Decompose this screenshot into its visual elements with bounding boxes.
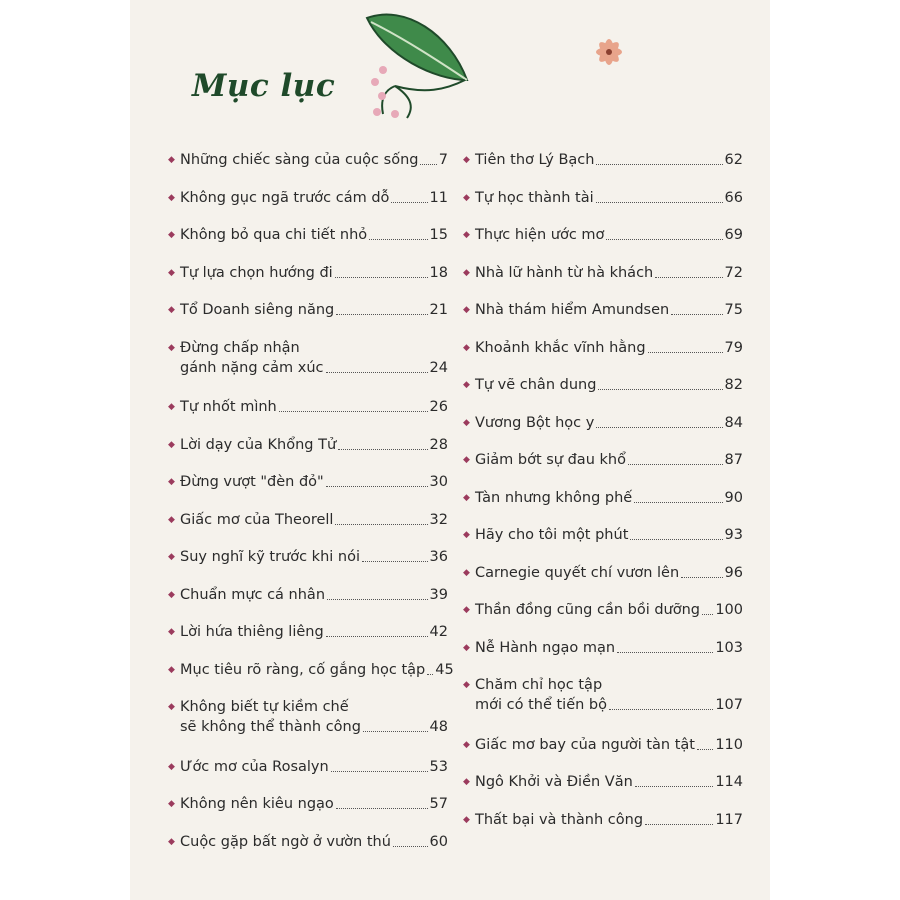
diamond-bullet-icon: ◆ <box>463 605 470 615</box>
toc-entry-line <box>168 188 448 208</box>
toc-entry-line <box>463 150 743 170</box>
toc-entry <box>463 150 743 170</box>
toc-entry <box>168 263 448 283</box>
toc-entry-title: Lời hứa thiêng liêng <box>180 624 324 640</box>
toc-entry <box>463 338 743 358</box>
toc-entry-line <box>168 794 448 814</box>
toc-entry <box>463 488 743 508</box>
toc-page-number: 103 <box>715 639 743 656</box>
diamond-bullet-icon: ◆ <box>463 305 470 315</box>
toc-entry-line <box>463 563 743 583</box>
toc-page-number: 42 <box>429 624 448 640</box>
toc-entry-title: Cuộc gặp bất ngờ ở vườn thú <box>180 833 391 850</box>
toc-entry-title: Chăm chỉ học tập <box>475 677 603 693</box>
toc-entry-line <box>168 263 448 283</box>
diamond-bullet-icon: ◆ <box>168 230 175 240</box>
dot-leader <box>630 539 722 540</box>
toc-entry-line <box>168 757 448 777</box>
toc-entry-line <box>168 547 448 567</box>
dot-leader <box>609 709 713 710</box>
diamond-bullet-icon: ◆ <box>463 192 470 203</box>
toc-page-number: 28 <box>429 436 448 453</box>
toc-entry-title: Tổ Doanh siêng năng <box>180 302 335 318</box>
diamond-bullet-icon: ◆ <box>168 439 175 450</box>
toc-entry-title: Ngô Khởi và Điền Văn <box>475 774 633 790</box>
toc-entry-title: Không nên kiêu ngạo <box>180 796 334 812</box>
toc-entry-title: Giấc mơ của Theorell <box>180 511 334 528</box>
toc-entry-line <box>168 338 448 358</box>
toc-entry <box>463 188 743 208</box>
toc-page-number: 30 <box>429 474 448 490</box>
diamond-bullet-icon: ◆ <box>168 702 175 712</box>
toc-page-number: 96 <box>724 564 743 581</box>
toc-entry <box>168 510 448 530</box>
toc-page-number: 62 <box>724 152 743 168</box>
toc-entry-title: gánh nặng cảm xúc <box>180 359 324 376</box>
diamond-bullet-icon: ◆ <box>463 777 470 787</box>
toc-entry-line <box>168 472 448 492</box>
toc-entry-line <box>463 450 743 470</box>
dot-leader <box>596 164 722 165</box>
toc-entry-title: sẽ không thể thành công <box>180 719 361 735</box>
toc-entry <box>463 675 743 715</box>
toc-page-number: 53 <box>429 758 448 775</box>
toc-entry-title: Thất bại và thành công <box>475 811 644 828</box>
toc-entry-title: Carnegie quyết chí vươn lên <box>475 564 680 581</box>
diamond-bullet-icon: ◆ <box>463 567 470 578</box>
diamond-bullet-icon: ◆ <box>463 417 470 428</box>
dot-leader <box>427 674 433 675</box>
toc-entry <box>463 600 743 620</box>
toc-entry-line <box>168 397 448 417</box>
toc-entry-title: Không bỏ qua chi tiết nhỏ <box>180 227 368 243</box>
toc-page-number: 45 <box>435 661 454 678</box>
toc-entry <box>463 772 743 792</box>
dot-leader <box>326 486 428 487</box>
diamond-bullet-icon: ◆ <box>168 477 175 487</box>
dot-leader <box>645 824 713 825</box>
diamond-bullet-icon: ◆ <box>168 664 175 675</box>
toc-entry <box>168 622 448 642</box>
toc-entry-line <box>168 697 448 717</box>
dot-leader <box>596 202 723 203</box>
toc-entry <box>463 300 743 320</box>
diamond-bullet-icon: ◆ <box>168 836 175 847</box>
toc-page-number: 117 <box>715 811 743 828</box>
diamond-bullet-icon: ◆ <box>168 514 175 525</box>
toc-entry-title: Không gục ngã trước cám dỗ <box>180 189 390 206</box>
toc-entry <box>168 697 448 737</box>
dot-leader <box>336 808 428 809</box>
toc-entry-title: Thần đồng cũng cần bồi dưỡng <box>475 602 701 618</box>
toc-page-number: 114 <box>715 774 743 790</box>
dot-leader <box>363 731 428 732</box>
toc-page-number: 26 <box>429 399 448 415</box>
diamond-bullet-icon: ◆ <box>463 814 470 825</box>
toc-entry <box>168 547 448 567</box>
diamond-bullet-icon: ◆ <box>463 642 470 653</box>
toc-entry-title: Lời dạy của Khổng Tử <box>180 436 337 453</box>
toc-entry-title: Nhà thám hiểm Amundsen <box>475 302 670 318</box>
toc-page-number: 90 <box>724 489 743 506</box>
toc-page-number: 66 <box>724 189 743 206</box>
diamond-bullet-icon: ◆ <box>463 455 470 465</box>
toc-page-number: 107 <box>715 697 743 713</box>
toc-entry <box>463 638 743 658</box>
diamond-bullet-icon: ◆ <box>463 342 470 353</box>
toc-entry-line <box>168 150 448 170</box>
toc-page-number: 48 <box>429 719 448 735</box>
diamond-bullet-icon: ◆ <box>168 761 175 772</box>
toc-entry <box>168 225 448 245</box>
toc-entry <box>463 450 743 470</box>
toc-page-number: 15 <box>429 227 448 243</box>
toc-page-number: 11 <box>429 189 448 206</box>
toc-page-number: 84 <box>724 414 743 431</box>
toc-entry-line <box>463 810 743 830</box>
toc-entry-line <box>463 735 743 755</box>
diamond-bullet-icon: ◆ <box>463 267 470 278</box>
diamond-bullet-icon: ◆ <box>463 680 470 690</box>
toc-page-number: 100 <box>715 602 743 618</box>
dot-leader <box>596 427 722 428</box>
dot-leader <box>331 771 428 772</box>
book-page <box>130 0 770 900</box>
toc-entry <box>168 435 448 455</box>
dot-leader <box>327 599 428 600</box>
toc-entry-line <box>168 585 448 605</box>
toc-entry <box>463 413 743 433</box>
toc-entry-title: Chuẩn mực cá nhân <box>180 586 326 603</box>
toc-page-number: 60 <box>429 833 448 850</box>
dot-leader <box>648 352 723 353</box>
toc-entry-title: Tiên thơ Lý Bạch <box>475 152 595 168</box>
toc-entry-line <box>463 638 743 658</box>
dot-leader <box>369 239 427 240</box>
toc-entry-title: Giấc mơ bay của người tàn tật <box>475 736 695 753</box>
toc-page-number: 79 <box>724 339 743 356</box>
toc-entry-title: Giảm bớt sự đau khổ <box>475 452 626 468</box>
toc-entry <box>168 660 454 680</box>
toc-page-number: 93 <box>724 527 743 543</box>
toc-entry-title: Tự nhốt mình <box>180 399 277 415</box>
toc-entry <box>168 757 448 777</box>
toc-entry <box>168 794 448 814</box>
diamond-bullet-icon: ◆ <box>463 230 470 240</box>
toc-entry-line <box>168 225 448 245</box>
toc-entry-line <box>168 435 448 455</box>
toc-entry <box>168 397 448 417</box>
toc-entry <box>463 375 743 395</box>
dot-leader <box>655 277 722 278</box>
diamond-bullet-icon: ◆ <box>168 342 175 353</box>
toc-page-number: 69 <box>724 227 743 243</box>
toc-entry-line <box>463 413 743 433</box>
dot-leader <box>335 524 427 525</box>
toc-entry-title: Những chiếc sàng của cuộc sống <box>180 152 419 168</box>
diamond-bullet-icon: ◆ <box>463 739 470 750</box>
toc-entry-line <box>463 772 743 792</box>
dot-leader <box>279 411 428 412</box>
diamond-bullet-icon: ◆ <box>168 192 175 203</box>
toc-entry-line <box>463 375 743 395</box>
toc-entry-title: Suy nghĩ kỹ trước khi nói <box>180 549 360 565</box>
diamond-bullet-icon: ◆ <box>463 155 470 165</box>
diamond-bullet-icon: ◆ <box>168 402 175 412</box>
dot-leader <box>420 164 436 165</box>
toc-entry-title: Tự vẽ chân dung <box>475 377 597 393</box>
toc-entry <box>168 338 448 378</box>
toc-entry-title: Đừng chấp nhận <box>180 339 300 356</box>
page-title: Mục lục <box>192 68 336 104</box>
dot-leader <box>326 636 428 637</box>
toc-entry-line <box>463 338 743 358</box>
dot-leader <box>628 464 723 465</box>
dot-leader <box>336 314 427 315</box>
toc-page-number: 36 <box>429 549 448 565</box>
toc-entry <box>463 225 743 245</box>
toc-entry <box>168 150 448 170</box>
dot-leader <box>617 652 713 653</box>
diamond-bullet-icon: ◆ <box>463 530 470 540</box>
toc-entry-line <box>168 660 454 680</box>
flower-icon <box>585 28 633 76</box>
toc-entry-title: Vương Bột học y <box>475 414 595 431</box>
toc-entry-title: Mục tiêu rõ ràng, cố gắng học tập <box>180 661 426 678</box>
dot-leader <box>671 314 722 315</box>
toc-entry <box>463 525 743 545</box>
dot-leader <box>681 577 722 578</box>
toc-entry-title: Khoảnh khắc vĩnh hằng <box>475 339 646 356</box>
toc-page-number: 21 <box>429 302 448 318</box>
toc-entry <box>463 563 743 583</box>
toc-page-number: 18 <box>429 264 448 281</box>
toc-entry-title: Đừng vượt "đèn đỏ" <box>180 474 324 490</box>
toc-entry <box>463 263 743 283</box>
toc-entry-line <box>168 622 448 642</box>
toc-entry-title: Tự lựa chọn hướng đi <box>180 264 333 281</box>
diamond-bullet-icon: ◆ <box>168 627 175 637</box>
diamond-bullet-icon: ◆ <box>168 155 175 165</box>
toc-entry-line <box>168 510 448 530</box>
dot-leader <box>697 749 713 750</box>
toc-entry-title: Hãy cho tôi một phút <box>475 527 629 543</box>
diamond-bullet-icon: ◆ <box>168 267 175 278</box>
toc-entry-line <box>463 225 743 245</box>
toc-entry-line <box>168 300 448 320</box>
diamond-bullet-icon: ◆ <box>463 492 470 503</box>
toc-page-number: 87 <box>724 452 743 468</box>
toc-entry-title: Nhà lữ hành từ hà khách <box>475 264 654 281</box>
toc-entry-line <box>463 600 743 620</box>
diamond-bullet-icon: ◆ <box>168 305 175 315</box>
toc-entry <box>168 585 448 605</box>
toc-entry-title: Tự học thành tài <box>475 189 594 206</box>
toc-page-number: 39 <box>429 586 448 603</box>
diamond-bullet-icon: ◆ <box>168 552 175 562</box>
toc-entry <box>463 810 743 830</box>
toc-entry <box>168 188 448 208</box>
toc-entry <box>463 735 743 755</box>
dot-leader <box>598 389 722 390</box>
toc-entry-line <box>463 300 743 320</box>
toc-entry-line <box>463 695 743 715</box>
toc-page-number: 32 <box>429 511 448 528</box>
dot-leader <box>702 614 713 615</box>
dot-leader <box>635 786 714 787</box>
toc-entry-line <box>463 263 743 283</box>
toc-entry-title: Ước mơ của Rosalyn <box>180 758 329 775</box>
toc-entry-title: Nễ Hành ngạo mạn <box>475 639 616 656</box>
toc-page-number: 24 <box>429 359 448 376</box>
toc-entry-line <box>463 525 743 545</box>
toc-entry <box>168 832 448 852</box>
leaf-sprig-illustration <box>355 4 475 124</box>
toc-entry-line <box>463 488 743 508</box>
dot-leader <box>391 202 427 203</box>
toc-entry-line <box>168 717 448 737</box>
dot-leader <box>393 846 428 847</box>
toc-entry-line <box>463 675 743 695</box>
toc-entry-title: Tàn nhưng không phế <box>475 489 633 506</box>
dot-leader <box>338 449 427 450</box>
dot-leader <box>606 239 722 240</box>
toc-entry <box>168 472 448 492</box>
dot-leader <box>362 561 428 562</box>
toc-entry-title: Thực hiện ước mơ <box>475 227 605 243</box>
toc-page-number: 72 <box>724 264 743 281</box>
diamond-bullet-icon: ◆ <box>463 380 470 390</box>
diamond-bullet-icon: ◆ <box>168 799 175 809</box>
toc-entry-title: mới có thể tiến bộ <box>475 697 608 713</box>
toc-entry-line <box>168 358 448 378</box>
diamond-bullet-icon: ◆ <box>168 589 175 600</box>
toc-page-number: 7 <box>438 152 448 168</box>
toc-entry <box>168 300 448 320</box>
toc-page-number: 75 <box>724 302 743 318</box>
dot-leader <box>634 502 722 503</box>
toc-page-number: 82 <box>724 377 743 393</box>
toc-page-number: 110 <box>715 736 743 753</box>
dot-leader <box>335 277 428 278</box>
dot-leader <box>326 372 428 373</box>
toc-entry-title: Không biết tự kiềm chế <box>180 699 349 715</box>
toc-entry-line <box>463 188 743 208</box>
toc-page-number: 57 <box>429 796 448 812</box>
toc-entry-line <box>168 832 448 852</box>
